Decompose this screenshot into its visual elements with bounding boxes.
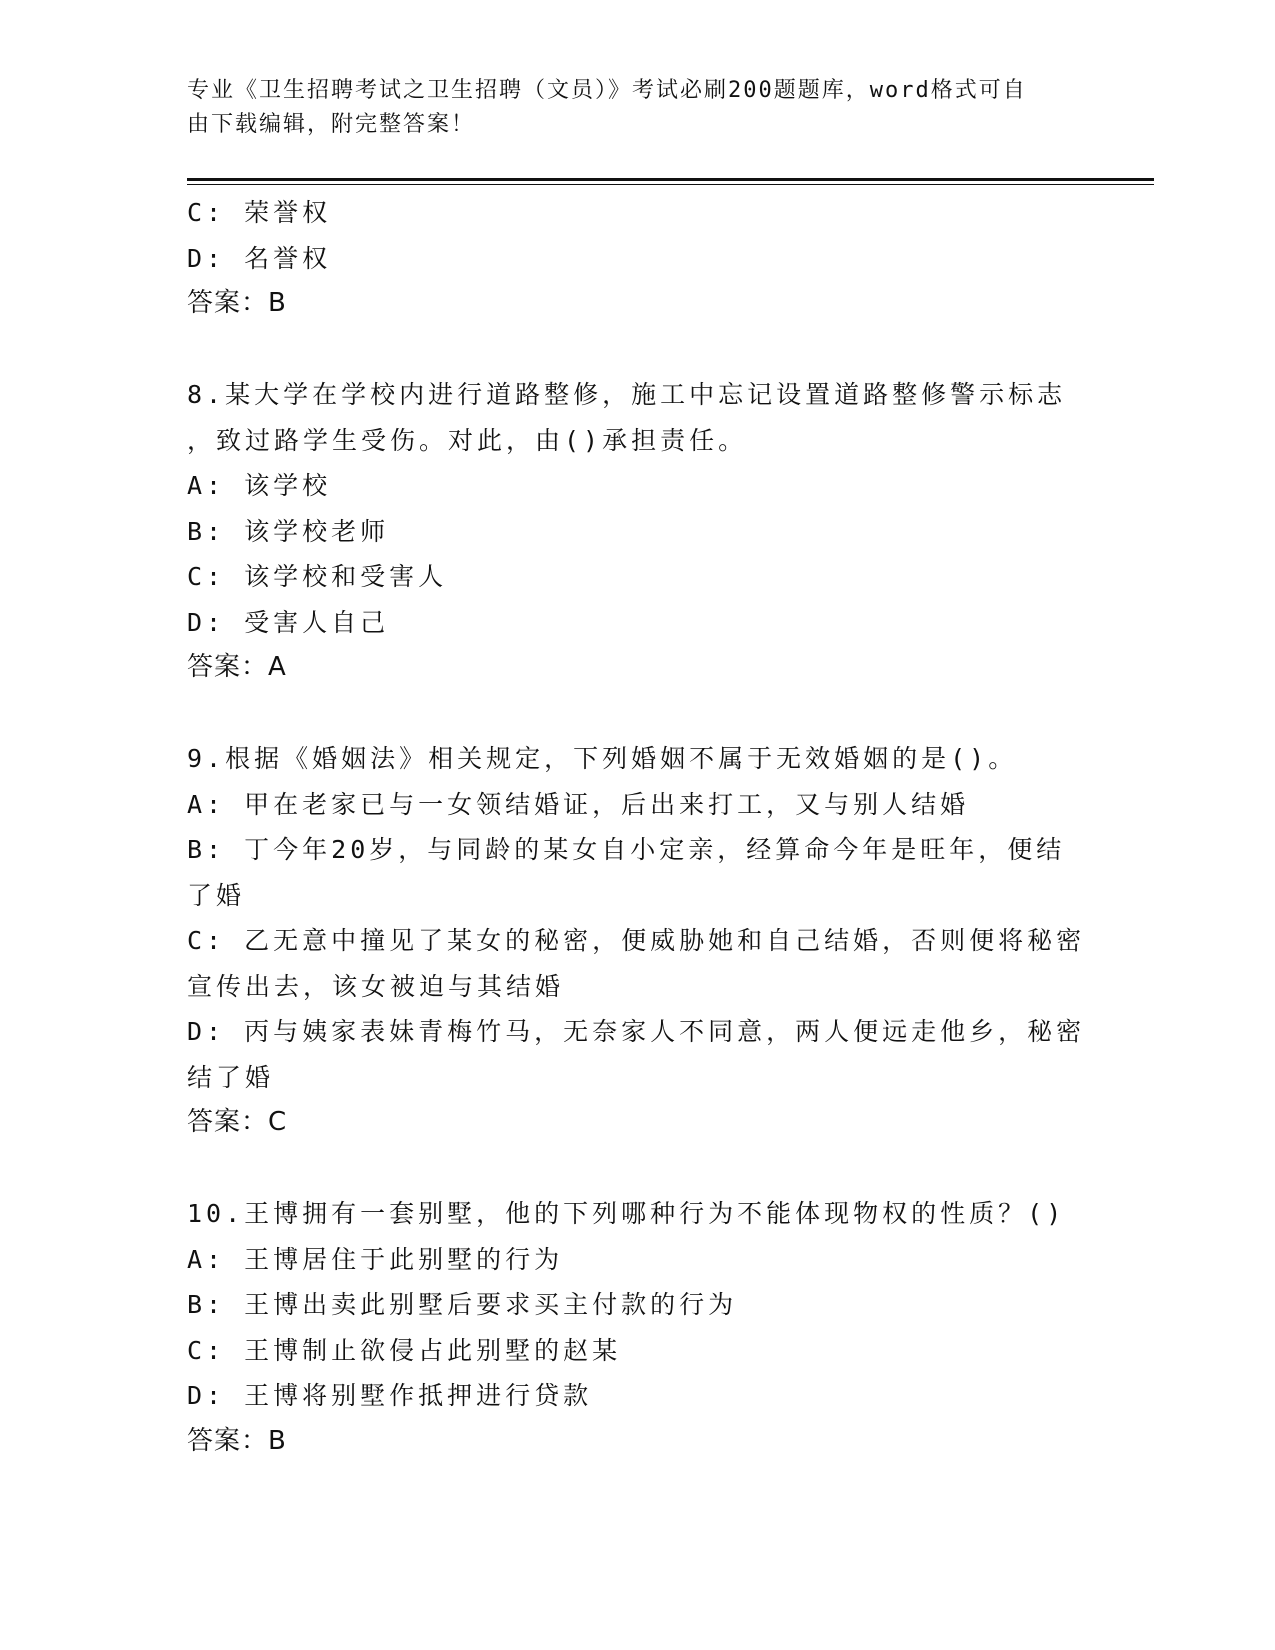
question-content — [187, 190, 1087, 1464]
header-rule-thin — [187, 184, 1154, 185]
option-c: C: 乙无意中撞见了某女的秘密，便威胁她和自己结婚，否则便将秘密 — [187, 926, 1086, 955]
option-d: D: 丙与姨家表妹青梅竹马，无奈家人不同意，两人便远走他乡，秘密 — [187, 1017, 1086, 1046]
option-d: D: 王博将别墅作抵押进行贷款 — [187, 1381, 593, 1410]
answer-line: 答案：B — [187, 288, 287, 318]
option-b-continued: 了婚 — [187, 880, 246, 910]
question-stem: 9.根据《婚姻法》相关规定，下列婚姻不属于无效婚姻的是()。 — [187, 744, 1018, 773]
option-d: D: 受害人自己 — [187, 607, 390, 637]
option-b: B: 王博出卖此别墅后要求买主付款的行为 — [187, 1290, 738, 1319]
option-c-continued: 宣传出去，该女被迫与其结婚 — [187, 971, 565, 1001]
spacer — [187, 1146, 1087, 1192]
option-a: A: 甲在老家已与一女领结婚证，后出来打工，又与别人结婚 — [187, 789, 970, 819]
option-c: C: 荣誉权 — [187, 198, 332, 227]
question-9 — [187, 736, 1087, 1146]
spacer — [187, 327, 1087, 373]
option-d-continued: 结了婚 — [187, 1062, 275, 1092]
option-c: C: 王博制止欲侵占此别墅的赵某 — [187, 1335, 622, 1365]
header-line-1: 专业《卫生招聘考试之卫生招聘（文员）》考试必刷200题题库，word格式可自 — [187, 78, 1027, 103]
spacer — [187, 691, 1087, 737]
question-stem: ，致过路学生受伤。对此，由()承担责任。 — [187, 425, 748, 455]
question-8 — [187, 372, 1087, 691]
header-line-2: 由下载编辑，附完整答案！ — [187, 112, 476, 137]
option-b: B: 该学校老师 — [187, 516, 390, 546]
option-c: C: 该学校和受害人 — [187, 562, 448, 591]
option-b: B: 丁今年20岁，与同龄的某女自小定亲，经算命今年是旺年，便结 — [187, 835, 1066, 864]
question-10 — [187, 1191, 1087, 1464]
question-stem: 8.某大学在学校内进行道路整修，施工中忘记设置道路整修警示标志 — [187, 380, 1067, 409]
answer-line: 答案：B — [187, 1425, 287, 1456]
option-a: A: 该学校 — [187, 471, 332, 500]
previous-question-tail — [187, 190, 1087, 327]
answer-line: 答案：A — [187, 652, 287, 682]
option-d: D: 名誉权 — [187, 243, 332, 273]
answer-line: 答案：C — [187, 1107, 288, 1137]
header-rule-thick — [187, 178, 1154, 181]
option-a: A: 王博居住于此别墅的行为 — [187, 1244, 564, 1274]
question-stem: 10.王博拥有一套别墅，他的下列哪种行为不能体现物权的性质？() — [187, 1199, 1066, 1228]
document-header — [187, 74, 1067, 142]
